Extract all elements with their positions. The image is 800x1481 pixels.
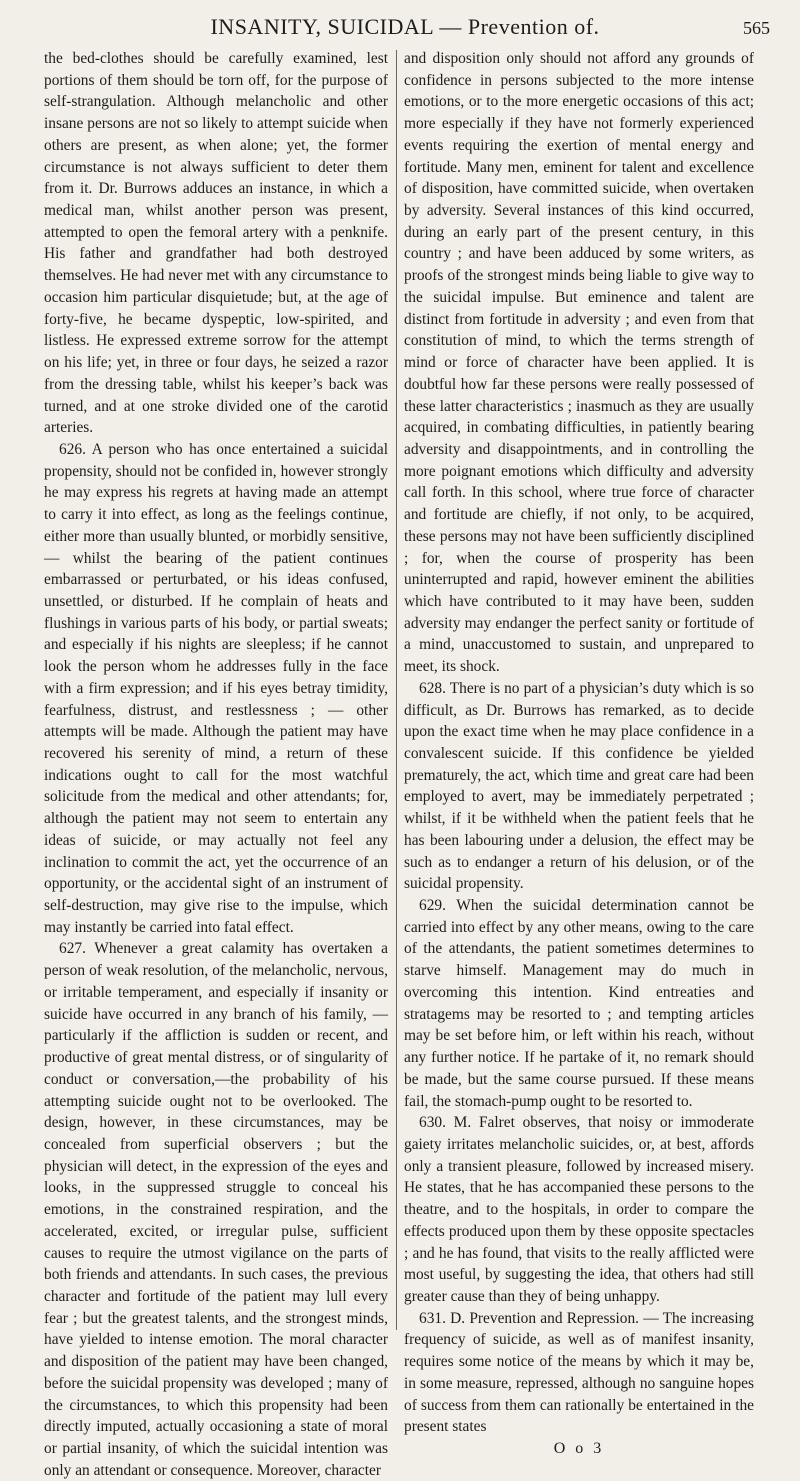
paragraph-631: 631. D. Prevention and Repression. — The increasing frequency of suicide, as well as of manifest insanity, requires some notice of the means by which it may be, in some measure, repressed, although no sanguine hopes of success from them can rationally be entertained in the present states <box>404 1309 754 1436</box>
paragraph-630: 630. M. Falret observes, that noisy or immoderate gaiety irritates melancholic suicides, or, at best, affords only a transient pleasure, followed by increased misery. He states, that he has accompanied these persons to the theatre, and to the hospitals, in order to compare the effects produced upon them by these opposite spectacles ; and he has found, that visits to the really afflicted were most useful, by suggesting the idea, that others had still greater cause than they of being unhappy. <box>404 1114 754 1305</box>
paragraph-629: 629. When the suicidal determination cannot be carried into effect by any other means, owing to the care of the attendants, the patient sometimes determines to starve himself. Management may do much in overcoming this intention. Kind entreaties and stratagems may be resorted to ; and tempting articles may be set before him, or left within his reach, without any further notice. If he partake of it, no remark should be made, but the same course pursued. If these means fail, the stomach-pump ought to be resorted to. <box>404 897 754 1110</box>
running-head <box>40 14 770 40</box>
paragraph-628: 628. There is no part of a physician’s duty which is so difficult, as Dr. Burrows has remarked, as to decide upon the exact time when he may place confidence in a convalescent suicide. If this confidence be yielded prematurely, the act, which time and great care had been employed to avert, may be immediately perpetrated ; whilst, if it be withheld when the patient feels that he has been labouring under a delusion, the effect may be such as to endanger a return of his delusion, or of the suicidal propensity. <box>404 679 754 893</box>
signature-mark: O o 3 <box>553 1440 605 1457</box>
running-title: INSANITY, SUICIDAL — Prevention of. <box>210 14 600 39</box>
left-column <box>44 48 388 1481</box>
column-divider <box>396 50 397 1330</box>
right-column <box>404 48 754 1460</box>
page-number: 565 <box>743 18 770 38</box>
paragraph-continued-right: and disposition only should not afford any grounds of confidence in persons subjected to the more intense emotions, or to the more energetic occasions of this act; more especially if they have not formerly experienced events requiring the exertion of mental energy and fortitude. Many men, eminent for talent and excellence of disposition, have committed suicide, when overtaken by adversity. Several instances of this kind occurred, during an early part of the present century, in this country ; and have been adduced by some writers, as proofs of the strongest minds being liable to give way to the suicidal impulse. But eminence and talent are distinct from fortitude in adversity ; and even from that constitution of mind, to which the terms strength of mind or force of character have been applied. It is doubtful how far these persons were really possessed of these latter characteristics ; inasmuch as they are usually acquired, in combating difficulties, in patiently bearing adversity and disappointments, and in controlling the more poignant emotions which difficulty and adversity call forth. In this school, where true force of character and fortitude are chiefly, if not only, to be acquired, these persons may not have been sufficiently disciplined ; for, when the course of prosperity has been uninterrupted and rapid, however eminent the abilities which have contributed to it may have been, sudden adversity may endanger the perfect sanity or fortitude of a mind, unaccustomed to sustain, and unprepared to meet, its shock. <box>404 50 754 676</box>
paragraph-627: 627. Whenever a great calamity has overtaken a person of weak resolution, of the melancholic, nervous, or irritable temperament, and especially if insanity or suicide have occurred in any branch of his family, — particularly if the affliction is sudden or recent, and productive of great mental distress, or of singularity of conduct or conversation,—the probability of his attempting suicide ought not to be overlooked. The design, however, in these circumstances, may be concealed from superficial observers ; but the physician will detect, in the expression of the eyes and looks, in the suppressed struggle to conceal his emotions, in the constrained respiration, and the accelerated, excited, or irregular pulse, sufficient causes to require the utmost vigilance on the parts of both friends and attendants. In such cases, the previous character and fortitude of the patient may lull every fear ; but the greatest talents, and the strongest minds, have yielded to intense emotion. The moral character and disposition of the patient may have been changed, before the suicidal propensity was developed ; many of the circumstances, to which this propensity had been directly imputed, actually occasioning a state of moral or partial insanity, of which the suicidal intention was only an attendant or consequence. Moreover, character <box>44 940 388 1479</box>
paragraph-continued: the bed-clothes should be carefully examined, lest portions of them should be torn off, for the purpose of self-strangulation. Although melancholic and other insane persons are not so likely to attempt suicide when others are present, as when alone; yet, the former circumstance is not always sufficient to deter them from it. Dr. Burrows adduces an instance, in which a medical man, whilst another person was present, attempted to open the femoral artery with a penknife. His father and grandfather had both destroyed themselves. He had never met with any circumstance to occasion him particular disquietude; but, at the age of forty-five, he became dyspeptic, low-spirited, and listless. He expressed extreme sorrow for the attempt on his life; yet, in three or four days, he seized a razor from the dressing table, whilst his keeper’s back was turned, and at one stroke divided one of the carotid arteries. <box>44 50 388 437</box>
paragraph-626: 626. A person who has once entertained a suicidal propensity, should not be confided in, however strongly he may express his regrets at having made an attempt to carry it into effect, as long as the feelings continue, either more than usually blunted, or morbidly sensitive, — whilst the bearing of the patient continues embarrassed or perturbated, or his ideas confused, unsettled, or disturbed. If he complain of heats and flushings in various parts of his body, or partial sweats; and especially if his nights are sleepless; if he cannot look the person whom he addresses fully in the face with a firm expression; and if his eyes betray timidity, fearfulness, distrust, and restlessness ; — other attempts will be made. Although the patient may have recovered his serenity of mind, a return of these indications ought to call for the most watchful solicitude from the medical and other attendants; for, although the patient may not seem to entertain any ideas of suicide, or may actually not feel any inclination to commit the act, yet the occurrence of an opportunity, or the accidental sight of an instrument of self-destruction, may give rise to the impulse, which may instantly be carried into fatal effect. <box>44 440 388 936</box>
